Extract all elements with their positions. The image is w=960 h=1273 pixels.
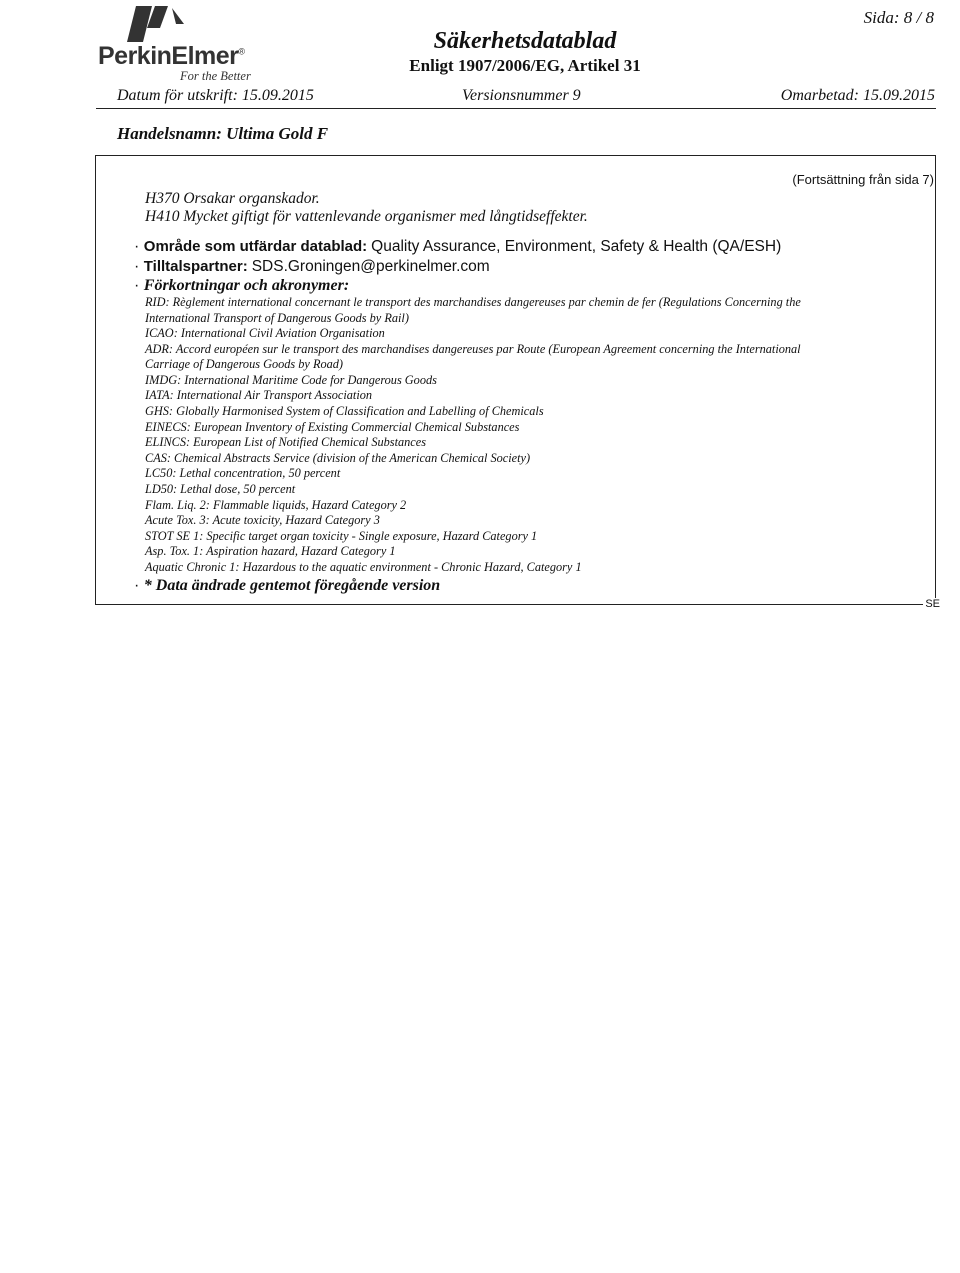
abbreviations-label: Förkortningar och akronymer: bbox=[143, 277, 350, 294]
issuing-area-value: Quality Assurance, Environment, Safety & Health (QA/ESH) bbox=[371, 238, 782, 255]
bullet-dot: · bbox=[134, 277, 144, 294]
continued-note: (Fortsättning från sida 7) bbox=[792, 172, 934, 187]
abbreviation-line: IMDG: International Maritime Code for Dangerous Goods bbox=[145, 373, 437, 387]
hazard-statement-h410: H410 Mycket giftigt för vattenlevande organismer med långtidseffekter. bbox=[145, 208, 588, 225]
abbreviation-line: ICAO: International Civil Aviation Organisation bbox=[145, 326, 385, 340]
bullet-dot: · bbox=[134, 258, 144, 275]
logo-brand: PerkinElmer® bbox=[98, 42, 245, 70]
contact-email[interactable]: SDS.Groningen@perkinelmer.com bbox=[251, 258, 490, 275]
abbreviation-line: International Transport of Dangerous Goods by Rail) bbox=[145, 311, 409, 325]
abbreviation-line: Acute Tox. 3: Acute toxicity, Hazard Category 3 bbox=[145, 513, 380, 527]
abbreviation-line: STOT SE 1: Specific target organ toxicity - Single exposure, Hazard Category 1 bbox=[145, 529, 538, 543]
trade-name: Handelsnamn: Ultima Gold F bbox=[117, 124, 329, 143]
abbreviation-line: Asp. Tox. 1: Aspiration hazard, Hazard Category 1 bbox=[145, 544, 396, 558]
language-code: SE bbox=[925, 598, 940, 610]
contact-row bbox=[134, 258, 490, 276]
version-number: Versionsnummer 9 bbox=[462, 87, 581, 104]
abbreviation-line: GHS: Globally Harmonised System of Classification and Labelling of Chemicals bbox=[145, 404, 544, 418]
abbreviation-line: ADR: Accord européen sur le transport des marchandises dangereuses par Route (European Agreement concerning the International bbox=[145, 342, 801, 356]
abbreviation-line: Carriage of Dangerous Goods by Road) bbox=[145, 357, 343, 371]
header-divider bbox=[96, 108, 936, 109]
document-title: Säkerhetsdatablad bbox=[433, 28, 617, 54]
abbreviation-line: CAS: Chemical Abstracts Service (division of the American Chemical Society) bbox=[145, 451, 531, 465]
perkinelmer-logo bbox=[96, 2, 268, 82]
abbreviation-line: IATA: International Air Transport Association bbox=[145, 388, 373, 402]
abbreviation-line: Flam. Liq. 2: Flammable liquids, Hazard Category 2 bbox=[145, 498, 407, 512]
revised-date: Omarbetad: 15.09.2015 bbox=[780, 87, 935, 104]
page-number: Sida: 8 / 8 bbox=[863, 8, 934, 27]
issuing-area-label: Område som utfärdar datablad: bbox=[143, 238, 368, 255]
abbreviation-line: ELINCS: European List of Notified Chemical Substances bbox=[145, 435, 426, 449]
changed-data-text: * Data ändrade gentemot föregående version bbox=[143, 577, 441, 594]
logo-tagline: For the Better bbox=[180, 69, 251, 83]
abbreviation-line: Aquatic Chronic 1: Hazardous to the aquatic environment - Chronic Hazard, Category 1 bbox=[145, 560, 582, 574]
print-date: Datum för utskrift: 15.09.2015 bbox=[117, 87, 314, 104]
abbreviation-line: LC50: Lethal concentration, 50 percent bbox=[145, 466, 341, 480]
abbreviations-heading bbox=[134, 277, 349, 295]
bullet-dot: · bbox=[134, 577, 144, 594]
document-subtitle: Enligt 1907/2006/EG, Artikel 31 bbox=[409, 56, 641, 75]
abbreviation-line: EINECS: European Inventory of Existing Commercial Chemical Substances bbox=[145, 420, 520, 434]
abbreviation-line: RID: Règlement international concernant le transport des marchandises dangereuses par chemin de fer (Regulations Concerning the bbox=[145, 295, 801, 309]
abbreviation-line: LD50: Lethal dose, 50 percent bbox=[145, 482, 296, 496]
issuing-area-row bbox=[134, 238, 781, 256]
hazard-statement-h370: H370 Orsakar organskador. bbox=[145, 190, 320, 207]
bullet-dot: · bbox=[134, 238, 144, 255]
contact-label: Tilltalspartner: bbox=[143, 258, 248, 275]
changed-data-note bbox=[134, 577, 440, 595]
